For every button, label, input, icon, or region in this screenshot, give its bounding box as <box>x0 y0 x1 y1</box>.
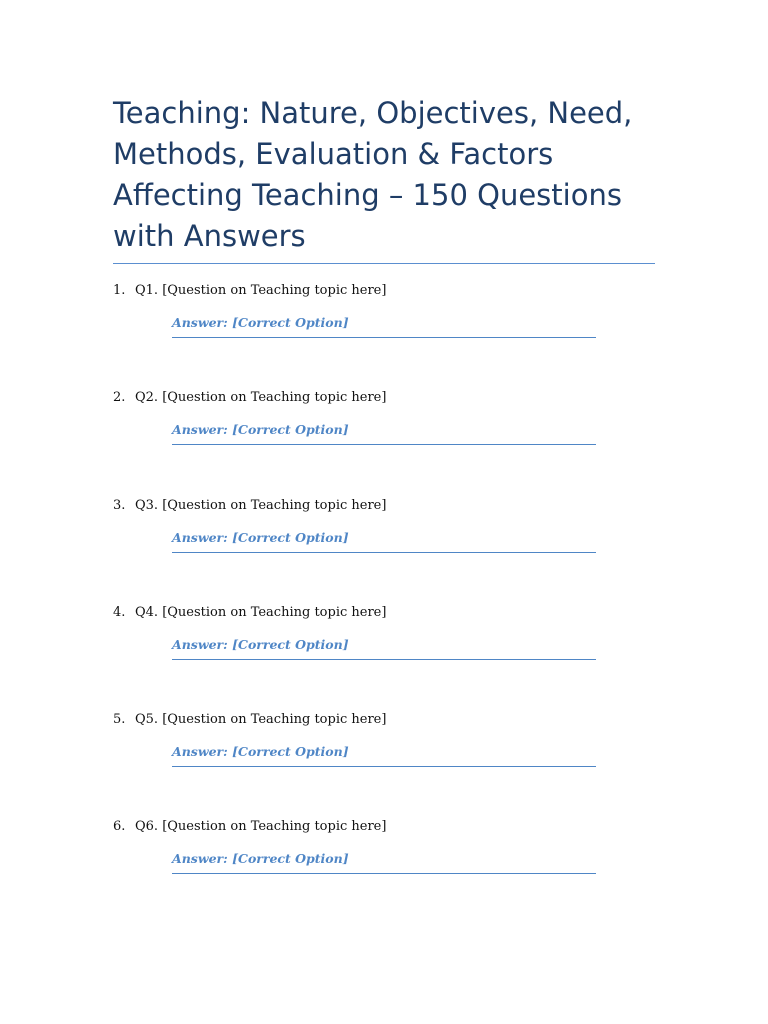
question-number: 5. <box>113 712 126 728</box>
question-number: 3. <box>113 497 126 513</box>
answer-text: Answer: [Correct Option] <box>172 314 596 338</box>
question-number: 6. <box>113 819 126 835</box>
answer-text: Answer: [Correct Option] <box>172 421 596 445</box>
question-line <box>113 818 386 836</box>
document-title: Teaching: Nature, Objectives, Need, Methods, Evaluation & Factors Affecting Teaching – 150 Questions with Answers <box>113 96 633 253</box>
question-line <box>113 389 386 407</box>
answer-text: Answer: [Correct Option] <box>172 636 596 660</box>
question-number: 4. <box>113 604 126 620</box>
question-number: 1. <box>113 283 126 298</box>
question-line <box>113 711 386 729</box>
question-item <box>113 387 673 494</box>
question-text: Q1. [Question on Teaching topic here] <box>135 283 387 298</box>
question-text: Q3. [Question on Teaching topic here] <box>135 497 387 513</box>
question-item <box>113 280 673 387</box>
question-text: Q4. [Question on Teaching topic here] <box>135 604 387 620</box>
title-underline <box>113 263 655 264</box>
question-line <box>113 604 386 622</box>
question-text: Q2. [Question on Teaching topic here] <box>135 390 387 406</box>
question-number: 2. <box>113 390 126 406</box>
answer-text: Answer: [Correct Option] <box>172 743 596 767</box>
answer-text: Answer: [Correct Option] <box>172 850 596 874</box>
question-item <box>113 602 673 709</box>
question-line <box>113 497 386 515</box>
question-item <box>113 495 673 602</box>
answer-text: Answer: [Correct Option] <box>172 529 596 553</box>
question-line <box>113 282 386 300</box>
question-text: Q6. [Question on Teaching topic here] <box>135 819 387 835</box>
question-list <box>113 280 673 924</box>
question-item <box>113 709 673 816</box>
question-text: Q5. [Question on Teaching topic here] <box>135 712 387 728</box>
question-item <box>113 816 673 923</box>
